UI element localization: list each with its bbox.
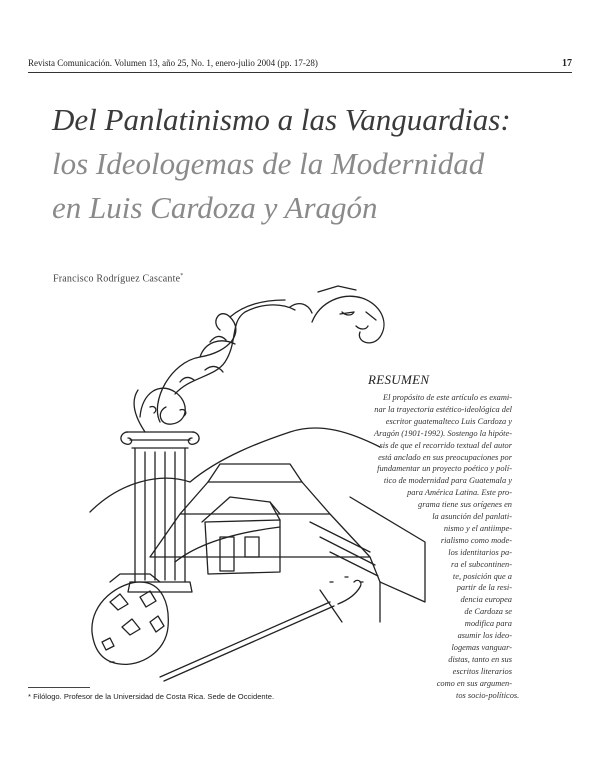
abstract-body xyxy=(0,392,600,712)
abstract-line: escritor guatemalteco Luis Cardoza y xyxy=(385,416,512,426)
abstract-line: fundamentar un proyecto poético y polí- xyxy=(377,464,512,474)
abstract-line: nismo y el antiimpe- xyxy=(443,523,512,533)
abstract-line: te, posición que a xyxy=(452,571,512,581)
abstract-line: El propósito de este artículo es exami- xyxy=(382,393,512,402)
journal-citation: Revista Comunicación. Volumen 13, año 25, No. 1, enero-julio 2004 (pp. 17-28) xyxy=(28,58,318,68)
footnote: * Filólogo. Profesor de la Universidad de Costa Rica. Sede de Occidente. xyxy=(28,692,275,701)
abstract-line: como en sus argumen- xyxy=(436,678,512,688)
title-line-1: Del Panlatinismo a las Vanguardias: xyxy=(52,102,511,137)
article-title xyxy=(52,98,572,230)
abstract-line: nar la trayectoria estético-ideológica del xyxy=(374,404,512,414)
author-footnote-mark: * xyxy=(180,273,184,279)
abstract-line: partir de la resi- xyxy=(456,583,512,593)
abstract-line: para América Latina. Este pro- xyxy=(407,488,512,498)
abstract-line: sis de que el recorrido textual del autor xyxy=(379,440,512,450)
abstract-line: rialismo como mode- xyxy=(440,535,512,545)
title-line-3: en Luis Cardoza y Aragón xyxy=(52,190,378,225)
abstract-line: tos socio-políticos. xyxy=(456,690,520,700)
abstract-line: está anclado en sus preocupaciones por xyxy=(378,452,512,462)
abstract-line: grama tiene sus orígenes en xyxy=(418,500,512,510)
abstract-line: dencia europea xyxy=(460,595,512,605)
footnote-rule xyxy=(28,687,90,688)
abstract-line: distas, tanto en sus xyxy=(448,654,512,664)
abstract-line: asumir los ideo- xyxy=(457,631,512,640)
abstract-line: tico de modernidad para Guatemala y xyxy=(383,476,512,486)
abstract-heading: RESUMEN xyxy=(368,372,430,387)
title-line-2: los Ideologemas de la Modernidad xyxy=(52,146,485,181)
abstract-line: Aragón (1901-1992). Sostengo la hipóte- xyxy=(374,428,512,438)
abstract-line: modifica para xyxy=(464,619,512,629)
abstract-line: de Cardoza se xyxy=(464,607,512,617)
abstract-line: escritos literarios xyxy=(452,666,512,676)
header-rule xyxy=(28,72,572,73)
abstract-line: los identitarios pa- xyxy=(448,547,512,557)
abstract-line: logemas vanguar- xyxy=(451,642,512,652)
author-name: Francisco Rodríguez Cascante xyxy=(53,273,181,285)
abstract-line: ra el subcontinen- xyxy=(451,559,512,569)
page-number: 17 xyxy=(562,58,572,69)
abstract-line: la asunción del panlati- xyxy=(432,512,512,521)
